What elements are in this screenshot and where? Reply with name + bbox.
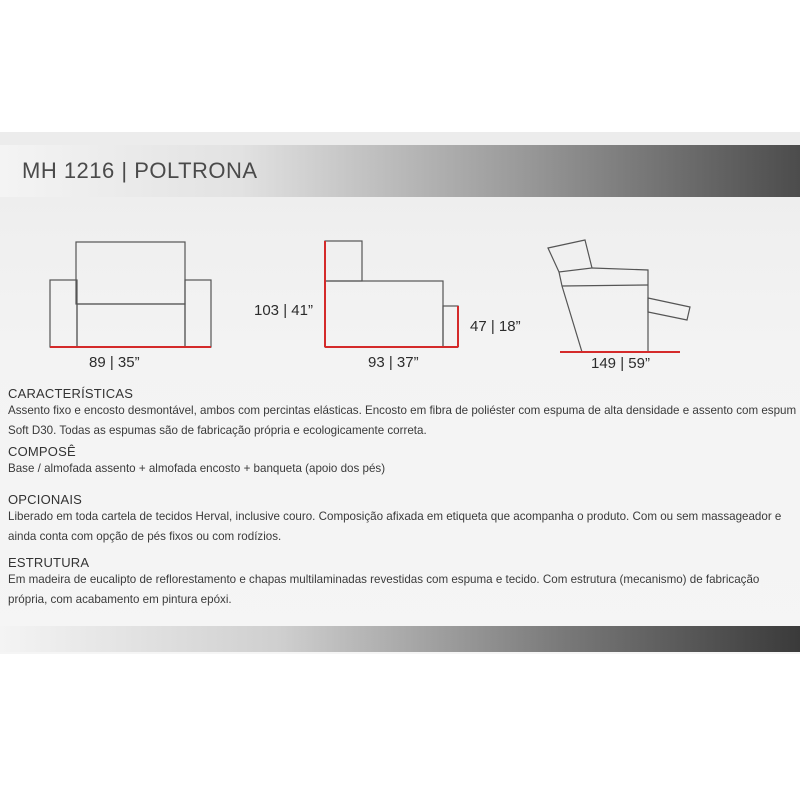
section-heading: OPCIONAIS (8, 492, 83, 507)
dimension-depth: 93 | 37” (368, 354, 419, 371)
section-caracteristicas (8, 386, 798, 441)
front-left-arm (50, 280, 77, 347)
dimension-width: 89 | 35” (89, 354, 140, 371)
front-view-drawing (50, 242, 211, 347)
dimension-seat-height: 47 | 18” (470, 318, 521, 335)
page-title: MH 1216 | POLTRONA (22, 158, 258, 183)
front-backrest (76, 242, 185, 304)
dimension-reclined-depth: 149 | 59” (591, 355, 650, 372)
section-heading: COMPOSÊ (8, 444, 76, 459)
reclined-footrest (648, 298, 690, 320)
section-heading: CARACTERÍSTICAS (8, 386, 134, 401)
section-estrutura (8, 555, 798, 610)
reclined-seat-line (562, 285, 648, 286)
section-text: Assento fixo e encosto desmontável, ambos com percintas elásticas. Encosto em fibra de poliéster com espuma de alta densidade e assento com espum Soft D30. Todas as espumas são de fabricação própria e ecologicamente correta. (8, 404, 797, 437)
side-backrest (325, 241, 362, 281)
front-seat (77, 304, 185, 347)
section-opcionais (8, 492, 798, 547)
dimension-height: 103 | 41” (254, 302, 313, 319)
section-heading: ESTRUTURA (8, 555, 90, 570)
footer-bar (0, 626, 800, 652)
section-text: Liberado em toda cartela de tecidos Herval, inclusive couro. Composição afixada em etiqueta que acompanha o produto. Com ou sem massageador e ainda conta com opção de pés fixos ou com rodízios. (8, 510, 782, 543)
section-composicao (8, 444, 798, 479)
side-footstool (443, 306, 458, 347)
reclined-headrest (548, 240, 592, 272)
front-right-arm (185, 280, 211, 347)
reclined-view-drawing (548, 240, 690, 352)
section-text: Em madeira de eucalipto de reflorestamento e chapas multilaminadas revestidas com espuma e tecido. Com estrutura (mecanismo) de fabricação própria, com acabamento em pintura epóxi. (8, 573, 760, 606)
reclined-body (559, 268, 648, 352)
section-text: Base / almofada assento + almofada encosto + banqueta (apoio dos pés) (8, 462, 386, 475)
side-body (325, 281, 443, 347)
side-view-drawing (325, 241, 458, 347)
